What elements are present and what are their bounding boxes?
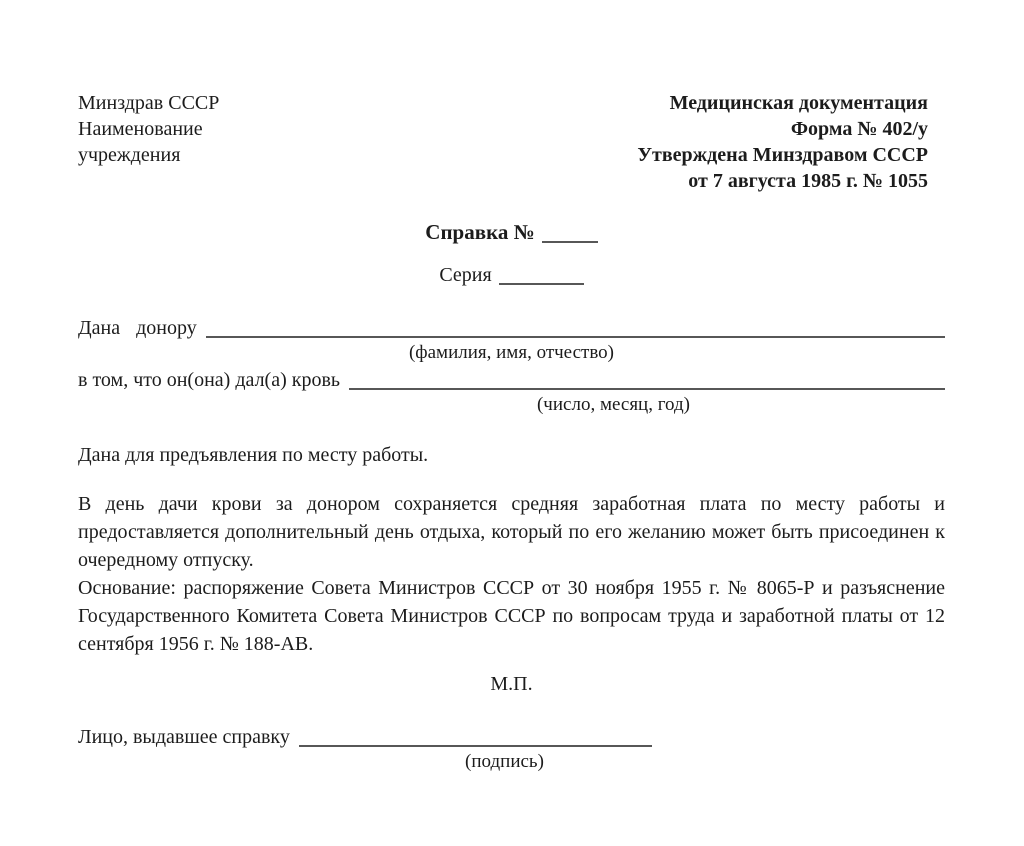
series-label: Серия <box>439 264 492 286</box>
issuer-row <box>78 724 945 750</box>
issuing-org-block <box>78 90 219 168</box>
purpose-statement: Дана для предъявления по месту работы. <box>78 444 429 466</box>
blood-donation-caption: (число, месяц, год) <box>536 394 690 415</box>
doc-type-line: Медицинская документация <box>669 92 928 114</box>
form-number-line: Форма № 402/у <box>790 118 928 140</box>
donor-name-label: Дана донору <box>78 317 197 339</box>
certificate-number-blank <box>542 241 598 243</box>
document-header <box>78 90 945 194</box>
legal-text-block <box>78 490 945 658</box>
certificate-title <box>78 218 945 246</box>
org-name-line: Наименование <box>78 118 203 140</box>
blood-donation-label: в том, что он(она) дал(а) кровь <box>78 369 341 391</box>
blood-donation-date-blank <box>349 388 945 390</box>
org-ministry-line: Минздрав СССР <box>78 92 220 114</box>
approved-by-line: Утверждена Минздравом СССР <box>637 144 928 166</box>
donor-name-blank <box>206 336 945 338</box>
signature-blank <box>299 745 652 747</box>
approval-date-line: от 7 августа 1985 г. № 1055 <box>688 170 928 192</box>
benefits-paragraph: В день дачи крови за донором сохраняется средняя заработная плата по месту работы и предоставляется дополнительный день отдыха, который по его желанию может быть присоединен к очередному отпуску. <box>78 493 945 571</box>
certificate-title-label: Справка № <box>425 220 535 244</box>
donor-name-caption: (фамилия, имя, отчество) <box>408 342 614 363</box>
form-approval-block <box>637 90 945 194</box>
stamp-place-label: М.П. <box>490 673 533 695</box>
blood-donation-row <box>78 367 945 393</box>
signature-caption: (подпись) <box>465 751 544 772</box>
series-blank <box>499 283 584 285</box>
org-institution-line: учреждения <box>78 144 181 166</box>
series-row <box>78 262 945 288</box>
donor-name-row <box>78 315 945 341</box>
legal-basis-paragraph: Основание: распоряжение Совета Министров СССР от 30 ноября 1955 г. № 8065-Р и разъяснение Государственного Комитета Совета Министров СССР по вопросам труда и заработной платы от 12 сентября 1956 г. № 188-АВ. <box>78 577 945 655</box>
issuer-label: Лицо, выдавшее справку <box>78 726 290 748</box>
